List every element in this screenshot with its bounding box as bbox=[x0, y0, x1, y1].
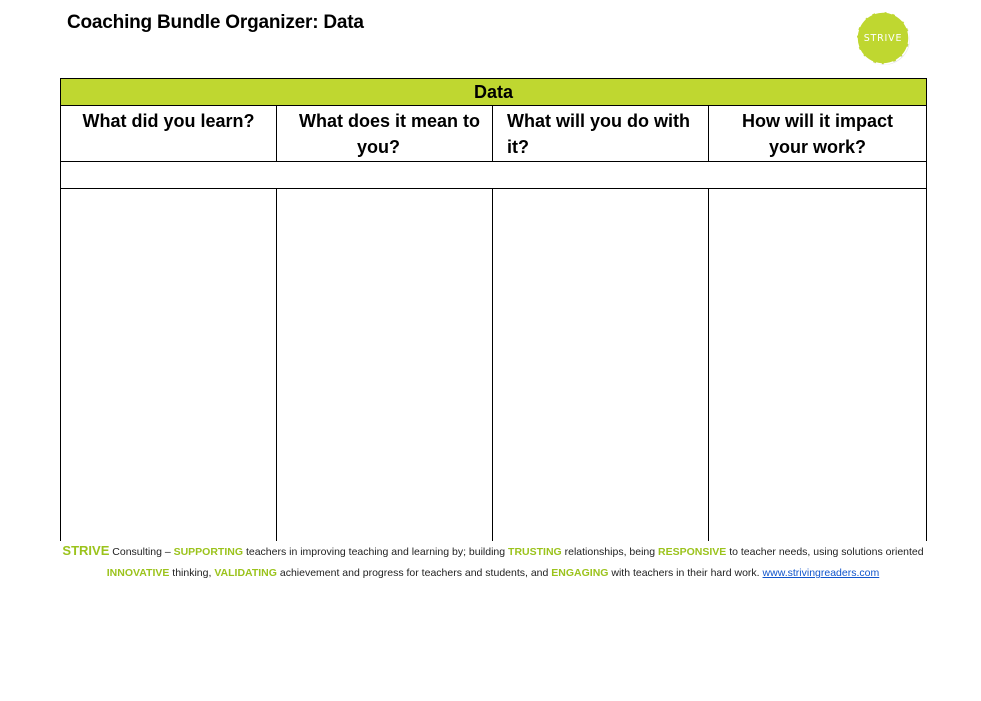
footer-text: teachers in improving teaching and learning by; building bbox=[243, 546, 509, 558]
answer-cell-mean[interactable] bbox=[277, 189, 493, 542]
logo-text: STRIVE bbox=[863, 32, 903, 44]
column-header-do bbox=[493, 106, 709, 162]
footer-keyword: INNOVATIVE bbox=[106, 567, 170, 579]
column-header-do-line1: What will you do with bbox=[507, 111, 690, 131]
answer-cell-learn[interactable] bbox=[61, 189, 277, 542]
organizer-table bbox=[60, 78, 927, 541]
footer-keyword: TRUSTING bbox=[508, 546, 562, 558]
column-header-impact-line2: your work? bbox=[769, 137, 867, 157]
column-header-learn bbox=[61, 106, 277, 162]
footer-text: relationships, being bbox=[561, 546, 659, 558]
footer-keyword: SUPPORTING bbox=[173, 546, 244, 558]
footer-keyword: ENGAGING bbox=[551, 567, 609, 579]
page-title: Coaching Bundle Organizer: Data bbox=[67, 12, 364, 33]
footer-text: achievement and progress for teachers and students, and bbox=[276, 567, 552, 579]
footer-mission-statement bbox=[60, 540, 926, 584]
answer-cell-impact[interactable] bbox=[709, 189, 927, 542]
column-header-mean-line1: What does it mean to bbox=[298, 111, 480, 131]
table-header-data: Data bbox=[61, 79, 927, 106]
footer-text: Consulting – bbox=[109, 546, 174, 558]
footer-brand: STRIVE bbox=[62, 543, 110, 558]
footer-keyword: RESPONSIVE bbox=[658, 546, 727, 558]
footer-keyword: VALIDATING bbox=[214, 567, 277, 579]
column-header-mean-line2: you? bbox=[357, 137, 400, 157]
spacer-row bbox=[61, 162, 927, 189]
column-header-learn-line1: What did you learn? bbox=[82, 111, 255, 131]
footer-text: with teachers in their hard work. bbox=[608, 567, 763, 579]
footer-website-link[interactable]: www.strivingreaders.com bbox=[762, 567, 880, 579]
column-header-mean bbox=[277, 106, 493, 162]
column-header-impact bbox=[709, 106, 927, 162]
column-header-impact-line1: How will it impact bbox=[742, 111, 894, 131]
footer-text: thinking, bbox=[169, 567, 215, 579]
column-header-do-line2: it? bbox=[507, 137, 529, 157]
footer-text: to teacher needs, using solutions oriented bbox=[726, 546, 924, 558]
answer-cell-do[interactable] bbox=[493, 189, 709, 542]
strive-logo bbox=[855, 10, 911, 66]
